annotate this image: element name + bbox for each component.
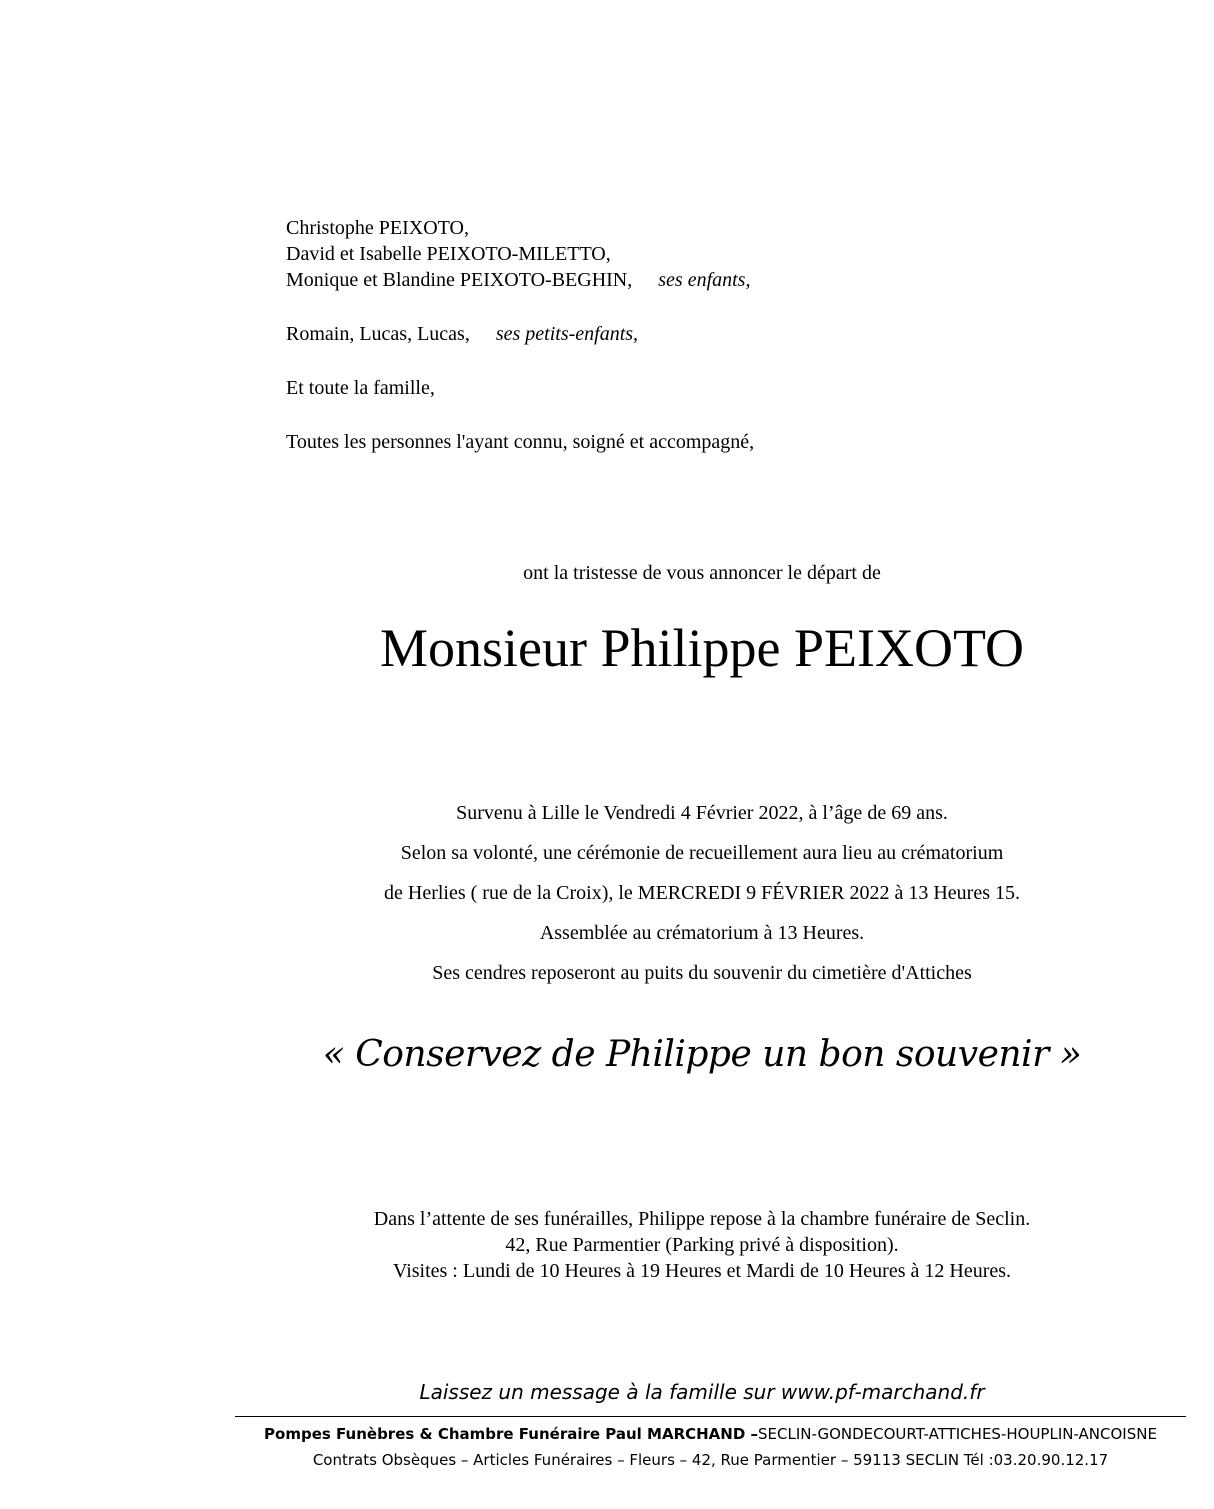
condolence-message: Laissez un message à la famille sur www.pf-marchand.fr xyxy=(419,1380,985,1404)
ceremony-details xyxy=(0,793,1214,993)
detail-line: Assemblée au crématorium à 13 Heures. xyxy=(539,922,865,944)
detail-line: Selon sa volonté, une cérémonie de recueillement aura lieu au crématorium xyxy=(400,842,1004,864)
footer-divider xyxy=(235,1416,1186,1417)
others-line: Toutes les personnes l'ayant connu, soigné et accompagné, xyxy=(286,431,755,453)
company-name: Pompes Funèbres & Chambre Funéraire Paul MARCHAND – xyxy=(264,1425,759,1443)
footer-services-line: Contrats Obsèques – Articles Funéraires – Fleurs – 42, Rue Parmentier – 59113 SECLIN Tél :03.20.90.12.17 xyxy=(312,1451,1109,1469)
detail-line: de Herlies ( rue de la Croix), le MERCREDI 9 FÉVRIER 2022 à 13 Heures 15. xyxy=(384,882,1020,904)
grandchildren-names: Romain, Lucas, Lucas, xyxy=(286,323,470,345)
deceased-name: Monsieur Philippe PEIXOTO xyxy=(380,618,1024,678)
child-line: David et Isabelle PEIXOTO-MILETTO, xyxy=(286,243,611,265)
footer-company-line xyxy=(235,1425,1186,1443)
visitation-info xyxy=(0,1206,1214,1284)
child-name: Monique et Blandine PEIXOTO-BEGHIN, xyxy=(286,269,633,291)
announcement: ont la tristesse de vous annoncer le départ de xyxy=(523,562,881,584)
detail-line: Survenu à Lille le Vendredi 4 Février 2022, à l’âge de 69 ans. xyxy=(456,802,948,824)
visitation-line: 42, Rue Parmentier (Parking privé à disposition). xyxy=(505,1234,899,1256)
children-list xyxy=(286,215,750,293)
memorial-quote: « Conservez de Philippe un bon souvenir » xyxy=(322,1034,1082,1075)
visitation-line: Dans l’attente de ses funérailles, Philippe repose à la chambre funéraire de Seclin. xyxy=(373,1208,1031,1230)
children-role: ses enfants, xyxy=(658,269,751,291)
child-line xyxy=(286,267,750,293)
whole-family-line: Et toute la famille, xyxy=(286,377,435,399)
grandchildren-line xyxy=(286,321,638,347)
child-line: Christophe PEIXOTO, xyxy=(286,217,469,239)
visitation-line: Visites : Lundi de 10 Heures à 19 Heures et Mardi de 10 Heures à 12 Heures. xyxy=(392,1260,1012,1282)
grandchildren-role: ses petits-enfants, xyxy=(495,323,639,345)
company-locations: SECLIN-GONDECOURT-ATTICHES-HOUPLIN-ANCOISNE xyxy=(758,1425,1157,1443)
detail-line: Ses cendres reposeront au puits du souvenir du cimetière d'Attiches xyxy=(432,962,972,984)
